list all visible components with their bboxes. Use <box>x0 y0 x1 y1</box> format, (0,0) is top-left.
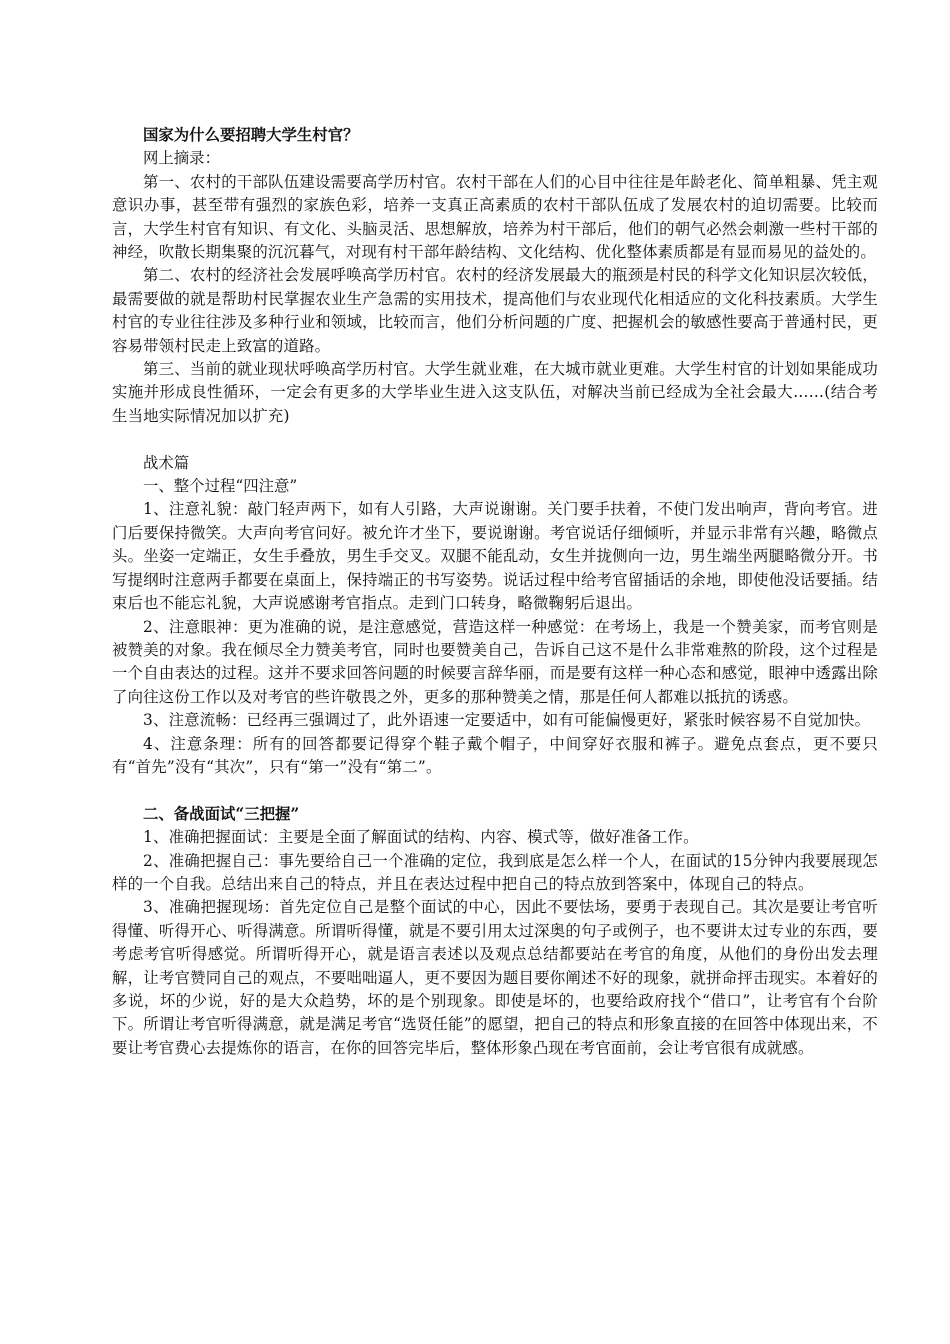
paragraph-reason-2: 第二、农村的经济社会发展呼唤高学历村官。农村的经济发展最大的瓶颈是村民的科学文化知识层次较低，最需要做的就是帮助村民掌握农业生产急需的实用技术，提高他们与农业现代化相适应的文化科技素质。大学生村官的专业往往涉及多种行业和领域，比较而言，他们分析问题的广度、把握机会的敏感性要高于普通村民，更容易带领村民走上致富的道路。 <box>112 266 878 355</box>
question-title: 国家为什么要招聘大学生村官？ <box>143 126 359 144</box>
paragraph-grasp-self: 2、准确把握自己：事先要给自己一个准确的定位，我到底是怎么样一个人，在面试的15分钟内我要展现怎样的一个自我。总结出来自己的特点，并且在表达过程中把自己的特点放到答案中，体现自己的特点。 <box>112 851 878 893</box>
three-grasps-heading: 二、备战面试“三把握” <box>143 804 300 823</box>
spacer <box>112 428 878 451</box>
paragraph-reason-1: 第一、农村的干部队伍建设需要高学历村官。农村干部在人们的心目中往往是年龄老化、简单粗暴、凭主观意识办事，甚至带有强烈的家族色彩，培养一支真正高素质的农村干部队伍成了发展农村的迫切需要。比较而言，大学生村官有知识、有文化、头脑灵活、思想解放，培养为村干部后，他们的朝气必然会刺激一些村干部的神经，吹散长期集聚的沉沉暮气，对现有村干部年龄结构、文化结构、优化整体素质都是有显而易见的益处的。 <box>112 172 878 262</box>
paragraph-logic: 4、注意条理：所有的回答都要记得穿个鞋子戴个帽子，中间穿好衣服和裤子。避免点套点，更不要只有“首先”没有“其次”，只有“第一”没有“第二”。 <box>112 734 878 776</box>
paragraph-politeness: 1、注意礼貌：敲门轻声两下，如有人引路，大声说谢谢。关门要手扶着，不使门发出响声，背向考官。进门后要保持微笑。大声向考官问好。被允许才坐下，要说谢谢。考官说话仔细倾听，并显示非常有兴趣，略微点头。坐姿一定端正，女生手叠放，男生手交叉。双腿不能乱动，女生并拢侧向一边，男生端坐两腿略微分开。书写提纲时注意两手都要在桌面上，保持端正的书写姿势。说话过程中给考官留插话的余地，即使他没话要插。结束后也不能忘礼貌，大声说感谢考官指点。走到门口转身，略微鞠躬后退出。 <box>112 500 878 613</box>
paragraph-grasp-scene: 3、准确把握现场：首先定位自己是整个面试的中心，因此不要怯场，要勇于表现自己。其次是要让考官听得懂、听得开心、听得满意。所谓听得懂，就是不要引用太过深奥的句子或例子，也不要讲太过专业的东西，要考虑考官听得感觉。所谓听得开心，就是语言表述以及观点总结都要站在考官的角度，从他们的身份出发去理解，让考官赞同自己的观点，不要咄咄逼人，更不要因为题目要你阐述不好的现象，就拼命抨击现实。本着好的多说，坏的少说，好的是大众趋势，坏的是个别现象。即使是坏的，也要给政府找个“借口”，让考官有个台阶下。所谓让考官听得满意，就是满足考官“选贤任能”的愿望，把自己的特点和形象直接的在回答中体现出来，不要让考官费心去提炼你的语言，在你的回答完毕后，整体形象凸现在考官面前，会让考官很有成就感。 <box>112 898 878 1057</box>
paragraph-reason-3: 第三、当前的就业现状呼唤高学历村官。大学生就业难，在大城市就业更难。大学生村官的计划如果能成功实施并形成良性循环，一定会有更多的大学毕业生进入这支队伍，对解决当前已经成为全社会最大……(结合考生当地实际情况加以扩充) <box>112 360 878 425</box>
four-attentions-heading: 一、整个过程“四注意” <box>143 477 298 496</box>
paragraph-eyes: 2、注意眼神：更为准确的说，是注意感觉，营造这样一种感觉：在考场上，我是一个赞美家，而考官则是被赞美的对象。我在倾尽全力赞美考官，同时也要赞美自己，告诉自己这不是什么非常难熬的阶段，这个过程是一个自由表达的过程。这并不要求回答问题的时候要言辞华丽，而是要有这样一种心态和感觉，眼神中透露出除了向往这份工作以及对考官的些许敬畏之外，更多的那种赞美之情，那是任何人都难以抵抗的诱惑。 <box>112 617 878 706</box>
paragraph-fluency: 3、注意流畅：已经再三强调过了，此外语速一定要适中，如有可能偏慢更好，紧张时候容易不自觉加快。 <box>143 711 871 730</box>
tactics-title: 战术篇 <box>143 453 190 472</box>
source-label: 网上摘录： <box>143 149 220 168</box>
spacer <box>112 779 878 802</box>
paragraph-grasp-interview: 1、准确把握面试：主要是全面了解面试的结构、内容、模式等，做好准备工作。 <box>143 828 699 847</box>
